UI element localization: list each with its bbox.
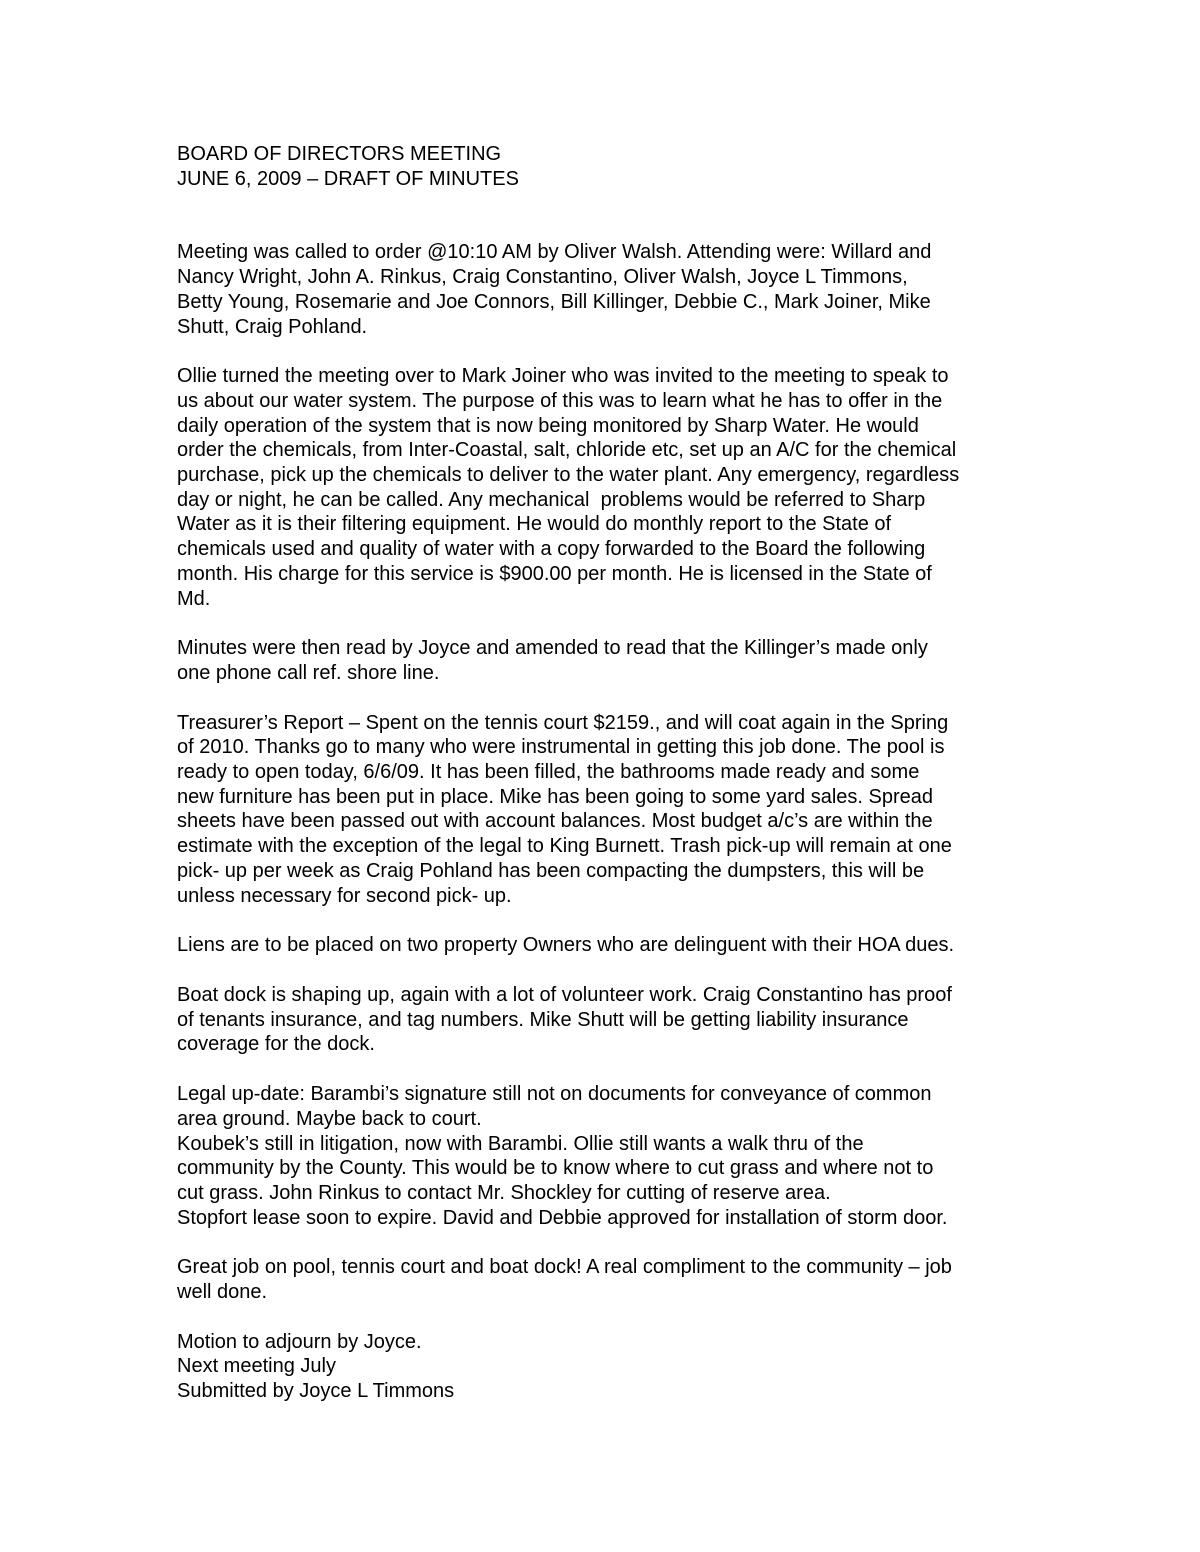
text-line: Shutt, Craig Pohland. bbox=[177, 315, 368, 338]
text-line: of tenants insurance, and tag numbers. Mike Shutt will be getting liability insurance bbox=[177, 1008, 909, 1031]
text-line: day or night, he can be called. Any mechanical problems would be referred to Sharp bbox=[177, 488, 926, 511]
text-line: Motion to adjourn by Joyce. bbox=[177, 1330, 422, 1353]
text-line: order the chemicals, from Inter-Coastal, salt, chloride etc, set up an A/C for the chemical bbox=[177, 439, 957, 462]
text-line: daily operation of the system that is now being monitored by Sharp Water. He would bbox=[177, 414, 919, 437]
text-line: Water as it is their filtering equipment. He would do monthly report to the State of bbox=[177, 513, 892, 536]
text-line: unless necessary for second pick- up. bbox=[177, 884, 512, 907]
minutes-document bbox=[177, 142, 1037, 1429]
boat-dock-paragraph bbox=[177, 983, 1037, 1057]
text-line: Koubek’s still in litigation, now with Barambi. Ollie still wants a walk thru of the bbox=[177, 1132, 864, 1155]
text-line: ready to open today, 6/6/09. It has been filled, the bathrooms made ready and some bbox=[177, 761, 920, 784]
text-line: chemicals used and quality of water with a copy forwarded to the Board the following bbox=[177, 538, 926, 561]
text-line: Stopfort lease soon to expire. David and Debbie approved for installation of storm door. bbox=[177, 1206, 948, 1229]
legal-update-paragraph bbox=[177, 1082, 1037, 1230]
text-line: Boat dock is shaping up, again with a lot of volunteer work. Craig Constantino has proof bbox=[177, 983, 952, 1006]
attendance-paragraph bbox=[177, 240, 1037, 339]
text-line: estimate with the exception of the legal to King Burnett. Trash pick-up will remain at one bbox=[177, 835, 952, 858]
text-line: sheets have been passed out with account balances. Most budget a/c’s are within the bbox=[177, 810, 933, 833]
text-line: Treasurer’s Report – Spent on the tennis court $2159., and will coat again in the Spring bbox=[177, 711, 949, 734]
text-line: one phone call ref. shore line. bbox=[177, 661, 440, 684]
document-subtitle: JUNE 6, 2009 – DRAFT OF MINUTES bbox=[177, 167, 519, 190]
text-line: Betty Young, Rosemarie and Joe Connors, Bill Killinger, Debbie C., Mark Joiner, Mike bbox=[177, 290, 931, 313]
minutes-body bbox=[177, 240, 1037, 1403]
text-line: Legal up-date: Barambi’s signature still not on documents for conveyance of common bbox=[177, 1083, 932, 1106]
text-line: coverage for the dock. bbox=[177, 1033, 375, 1056]
text-line: Submitted by Joyce L Timmons bbox=[177, 1380, 455, 1403]
text-line: us about our water system. The purpose of this was to learn what he has to offer in the bbox=[177, 389, 943, 412]
text-line: month. His charge for this service is $900.00 per month. He is licensed in the State of bbox=[177, 562, 932, 585]
liens-paragraph bbox=[177, 933, 1037, 958]
text-line: Meeting was called to order @10:10 AM by Oliver Walsh. Attending were: Willard and bbox=[177, 241, 932, 264]
treasurer-report-paragraph bbox=[177, 711, 1037, 909]
closing-paragraph bbox=[177, 1330, 1037, 1404]
text-line: of 2010. Thanks go to many who were instrumental in getting this job done. The pool is bbox=[177, 736, 945, 759]
compliment-paragraph bbox=[177, 1255, 1037, 1304]
text-line: Minutes were then read by Joyce and amended to read that the Killinger’s made only bbox=[177, 637, 928, 660]
text-line: Md. bbox=[177, 587, 211, 610]
minutes-reading-paragraph bbox=[177, 636, 1037, 685]
text-line: Great job on pool, tennis court and boat dock! A real compliment to the community – job bbox=[177, 1256, 952, 1279]
text-line: community by the County. This would be to know where to cut grass and where not to bbox=[177, 1157, 934, 1180]
text-line: pick- up per week as Craig Pohland has been compacting the dumpsters, this will be bbox=[177, 859, 925, 882]
text-line: Nancy Wright, John A. Rinkus, Craig Constantino, Oliver Walsh, Joyce L Timmons, bbox=[177, 266, 908, 289]
text-line: Liens are to be placed on two property Owners who are delinguent with their HOA dues. bbox=[177, 934, 955, 957]
text-line: well done. bbox=[177, 1281, 268, 1304]
text-line: area ground. Maybe back to court. bbox=[177, 1107, 482, 1130]
text-line: Ollie turned the meeting over to Mark Joiner who was invited to the meeting to speak to bbox=[177, 365, 949, 388]
water-system-paragraph bbox=[177, 364, 1037, 611]
document-header bbox=[177, 142, 1037, 191]
document-title: BOARD OF DIRECTORS MEETING bbox=[177, 143, 502, 165]
text-line: cut grass. John Rinkus to contact Mr. Shockley for cutting of reserve area. bbox=[177, 1181, 831, 1204]
text-line: purchase, pick up the chemicals to deliver to the water plant. Any emergency, regardless bbox=[177, 464, 960, 487]
text-line: Next meeting July bbox=[177, 1355, 336, 1378]
text-line: new furniture has been put in place. Mike has been going to some yard sales. Spread bbox=[177, 785, 934, 808]
